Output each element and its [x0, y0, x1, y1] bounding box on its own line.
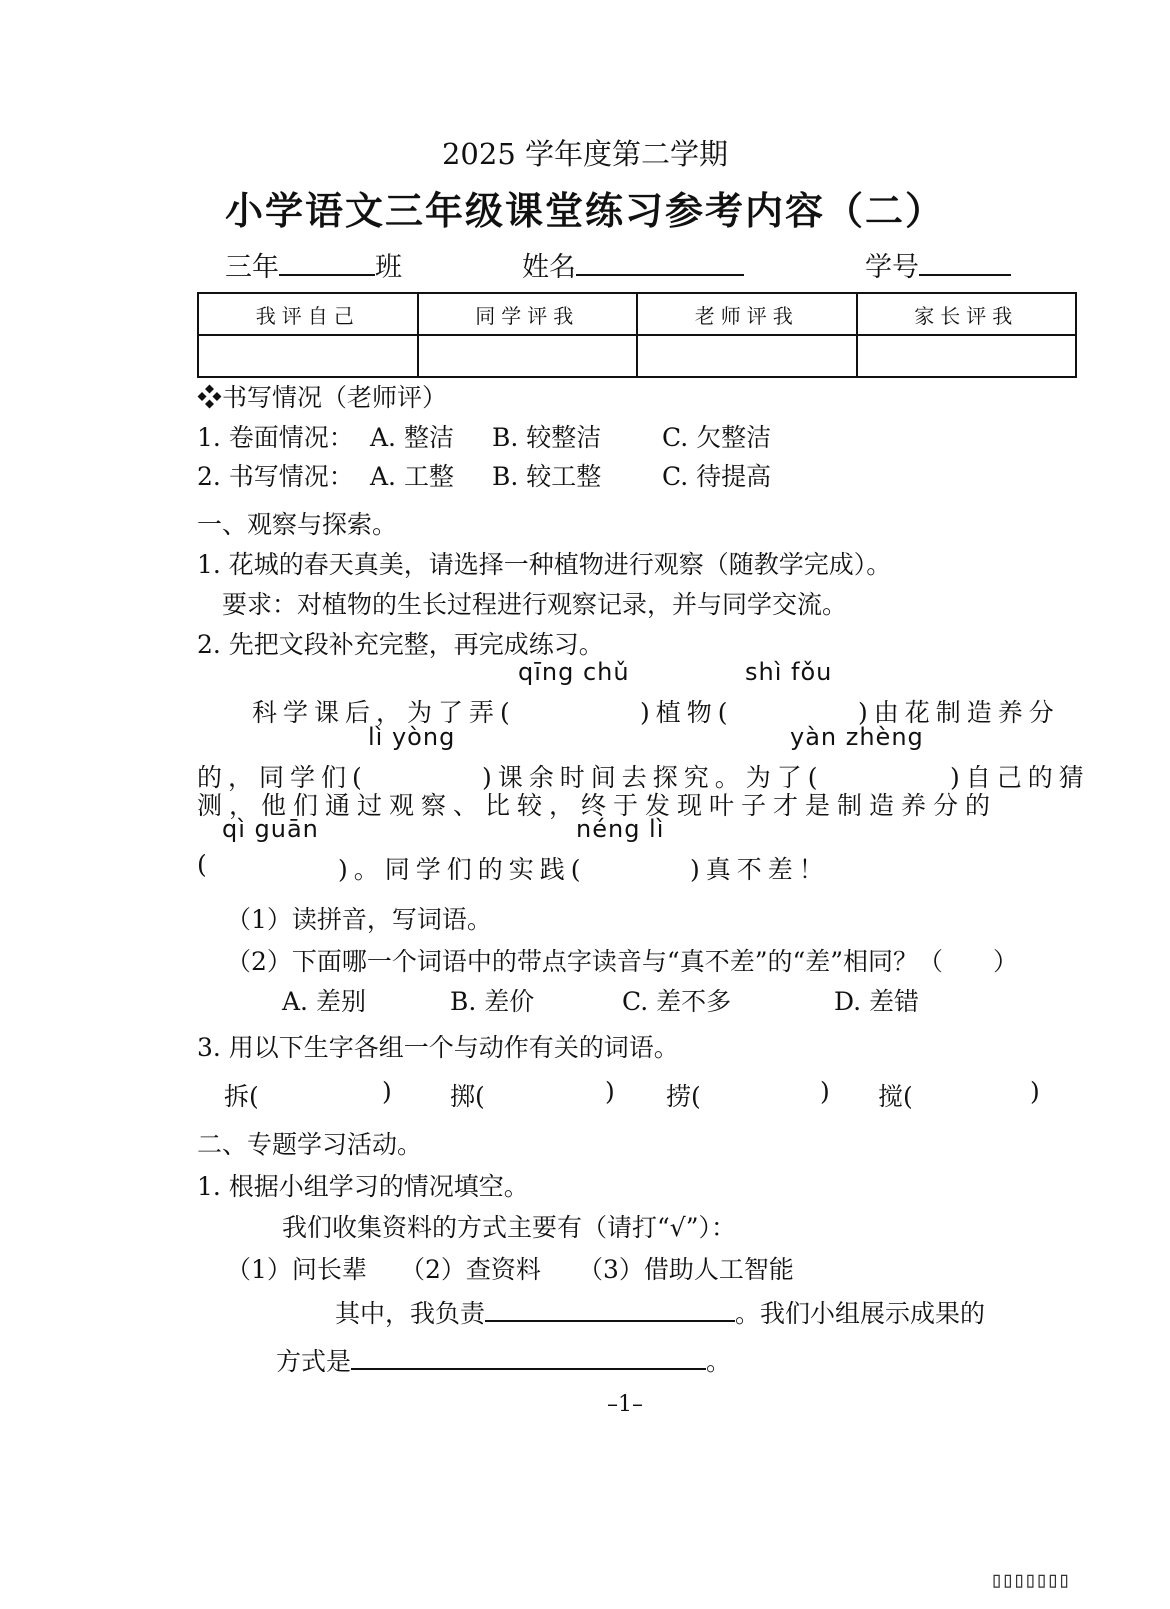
evaluation-table — [197, 292, 1077, 378]
display-method-line — [276, 1342, 731, 1378]
writing-item-2-option-c[interactable]: C. 待提高 — [662, 462, 772, 491]
class-field — [225, 245, 402, 284]
eval-classmate-cell[interactable] — [418, 335, 638, 377]
passage-line-3: 测，他们通过观察、比较，终于发现叶子才是制造养分的 — [197, 791, 998, 820]
subquestion-1: （1）读拼音，写词语。 — [226, 905, 492, 934]
writing-item-2-label: 2. 书写情况： — [197, 462, 354, 491]
subquestion-2-option-b[interactable]: B. 差价 — [450, 987, 535, 1016]
watermark-mark: ▯▯▯▯▯▯▯ — [990, 1568, 1069, 1593]
class-prefix: 三年 — [225, 252, 279, 283]
subquestion-2-option-c[interactable]: C. 差不多 — [622, 987, 732, 1016]
page-number: –1– — [607, 1392, 643, 1417]
question-1-2: 2. 先把文段补充完整，再完成练习。 — [197, 630, 604, 659]
subquestion-2-option-d[interactable]: D. 差错 — [834, 987, 920, 1016]
evaluation-blank-row — [198, 335, 1076, 377]
pinyin-qingchu: qīng chǔ — [518, 658, 630, 686]
question-1-3: 3. 用以下生字各组一个与动作有关的词语。 — [197, 1033, 679, 1062]
writing-item-1-option-a[interactable]: A. 整洁 — [370, 423, 454, 452]
method-option-3[interactable]: （3）借助人工智能 — [578, 1255, 794, 1284]
subtitle: 2025 学年度第二学期 — [441, 137, 729, 171]
responsibility-label: 其中，我负责 — [335, 1299, 486, 1328]
name-field — [522, 245, 744, 284]
eval-self-cell[interactable] — [198, 335, 418, 377]
eval-teacher-cell[interactable] — [637, 335, 857, 377]
char-jiao-close: ) — [1030, 1077, 1040, 1106]
question-1-1-requirement: 要求：对植物的生长过程进行观察记录，并与同学交流。 — [222, 590, 848, 619]
pinyin-qiguan: qì guān — [222, 815, 319, 843]
char-chai-close: ) — [382, 1077, 392, 1106]
name-label: 姓名 — [522, 252, 576, 283]
pinyin-nengli: néng lì — [576, 815, 665, 843]
question-2-1: 1. 根据小组学习的情况填空。 — [197, 1172, 529, 1201]
writing-item-1-label: 1. 卷面情况： — [197, 423, 354, 452]
writing-item-2-option-b[interactable]: B. 较工整 — [492, 462, 602, 491]
display-method-suffix: 。 — [706, 1347, 732, 1376]
display-method-blank[interactable] — [351, 1344, 706, 1370]
responsibility-suffix: 。我们小组展示成果的 — [735, 1299, 986, 1328]
responsibility-blank[interactable] — [485, 1296, 735, 1322]
pinyin-yanzheng: yàn zhèng — [790, 723, 924, 751]
passage-line-1c: )由花制造养分 — [858, 698, 1060, 727]
id-label: 学号 — [865, 252, 919, 283]
id-field — [865, 245, 1011, 284]
section-2-heading: 二、专题学习活动。 — [197, 1130, 423, 1159]
passage-line-4a: ( — [197, 850, 213, 879]
char-zhi-close: ) — [605, 1077, 615, 1106]
char-zhi: 掷( — [450, 1082, 485, 1111]
page-title: 小学语文三年级课堂练习参考内容（二） — [224, 189, 945, 233]
writing-item-1-option-b[interactable]: B. 较整洁 — [492, 423, 602, 452]
section-1-heading: 一、观察与探索。 — [197, 510, 398, 539]
eval-parent-header: 家长评我 — [857, 293, 1077, 335]
responsibility-line — [335, 1294, 985, 1330]
evaluation-header-row — [198, 293, 1076, 335]
eval-teacher-header: 老师评我 — [637, 293, 857, 335]
char-lao-close: ) — [820, 1077, 830, 1106]
passage-line-4b: )。同学们的实践( — [338, 855, 587, 884]
passage-line-1b: )植物( — [640, 698, 734, 727]
method-option-2[interactable]: （2）查资料 — [400, 1255, 541, 1284]
class-suffix: 班 — [375, 252, 402, 283]
subquestion-2-option-a[interactable]: A. 差别 — [282, 987, 366, 1016]
char-chai: 拆( — [224, 1082, 259, 1111]
question-1-1: 1. 花城的春天真美，请选择一种植物进行观察（随教学完成）。 — [197, 550, 892, 579]
passage-line-2b: )课余时间去探究。为了( — [482, 763, 824, 792]
method-option-1[interactable]: （1）问长辈 — [226, 1255, 367, 1284]
passage-line-2a: 的，同学们( — [197, 763, 368, 792]
writing-item-1-option-c[interactable]: C. 欠整洁 — [662, 423, 772, 452]
class-blank[interactable] — [279, 250, 375, 276]
id-blank[interactable] — [919, 250, 1011, 276]
eval-classmate-header: 同学评我 — [418, 293, 638, 335]
display-method-label: 方式是 — [276, 1347, 352, 1376]
passage-line-1a: 科学课后，为了弄( — [252, 698, 516, 727]
subquestion-2: （2）下面哪一个词语中的带点字读音与“真不差”的“差”相同？（ ） — [226, 947, 1019, 976]
writing-item-2-option-a[interactable]: A. 工整 — [370, 462, 454, 491]
pinyin-shifou: shì fǒu — [745, 658, 833, 686]
eval-parent-cell[interactable] — [857, 335, 1077, 377]
passage-line-4c: )真不差！ — [690, 855, 830, 884]
writing-heading: ❖书写情况（老师评） — [197, 383, 448, 412]
char-jiao: 搅( — [878, 1082, 913, 1111]
collect-method-prompt: 我们收集资料的方式主要有（请打“√”）： — [282, 1213, 736, 1242]
pinyin-liyong: lì yòng — [368, 723, 456, 751]
eval-self-header: 我评自己 — [198, 293, 418, 335]
char-lao: 捞( — [666, 1082, 701, 1111]
name-blank[interactable] — [576, 250, 744, 276]
passage-line-2c: )自己的猜 — [950, 763, 1090, 792]
